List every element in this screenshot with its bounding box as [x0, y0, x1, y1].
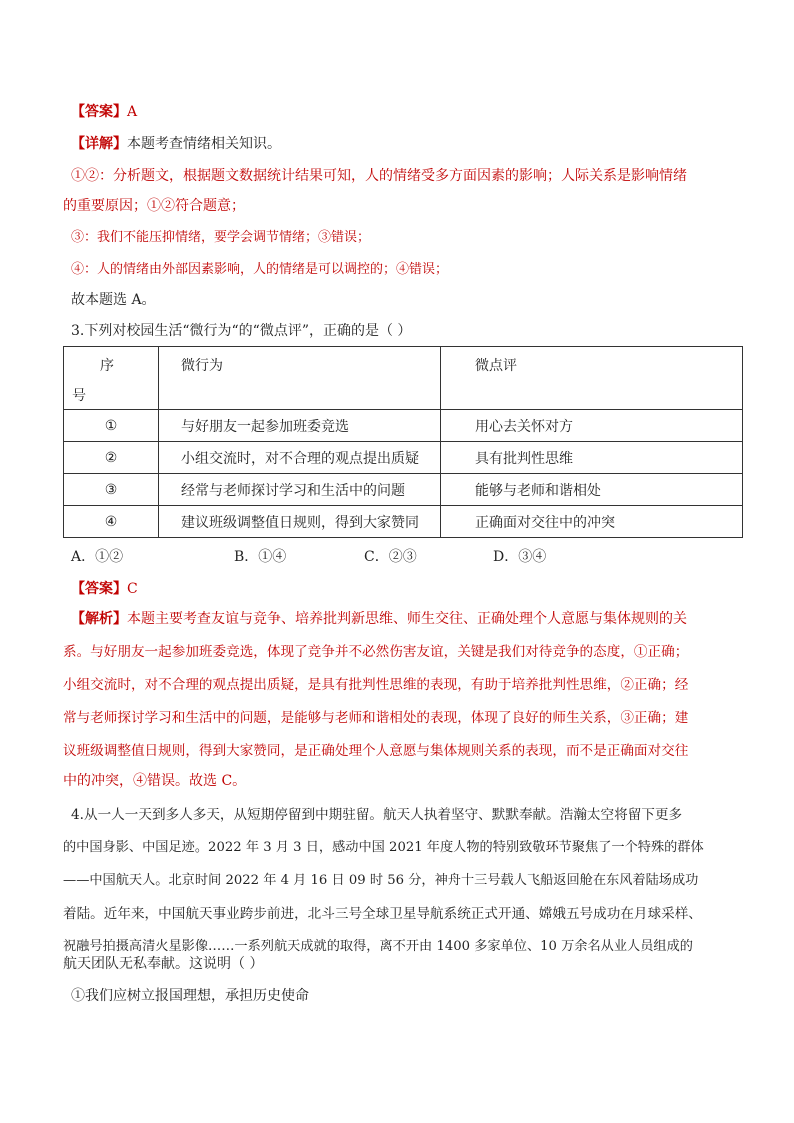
q4-line6: 航天团队无私奉献。这说明（ ） [63, 956, 264, 972]
row-behavior: 经常与老师探讨学习和生活中的问题 [159, 474, 441, 506]
header-num [64, 347, 159, 410]
row-num: ③ [64, 474, 159, 506]
q4-line4: 着陆。近年来，中国航天事业跨步前进，北斗三号全球卫星导航系统正式开通、嫦娥五号成功在月球采样、 [63, 906, 702, 922]
row-num: ④ [64, 506, 159, 538]
detail-intro-text: 本题考查情绪相关知识。 [127, 136, 281, 152]
option-b: B．①④ [234, 549, 287, 565]
row-comment: 用心去关怀对方 [441, 410, 743, 442]
detail-tag: 【详解】 [71, 136, 127, 152]
q2-detail-p1-line2: 的重要原因；①②符合题意； [63, 198, 245, 214]
row-comment: 具有批判性思维 [441, 442, 743, 474]
answer-tag: 【答案】 [71, 581, 127, 597]
table-row [64, 474, 743, 506]
option-a: A．①② [71, 549, 124, 565]
row-behavior: 建议班级调整值日规则，得到大家赞同 [159, 506, 441, 538]
row-num: ① [64, 410, 159, 442]
table-row [64, 506, 743, 538]
q3-stem: 3.下列对校园生活“微行为“的“微点评”，正确的是（ ） [71, 323, 412, 339]
q4-line5: 祝融号拍摄高清火星影像……一系列航天成就的取得，离不开由 1400 多家单位、10 万余名从业人员组成的 [63, 939, 693, 954]
option-c: C．②③ [364, 549, 417, 565]
row-num: ② [64, 442, 159, 474]
q3-analysis-line4: 常与老师探讨学习和生活中的问题，是能够与老师和谐相处的表现，体现了良好的师生关系，③正确；建 [63, 710, 689, 726]
q2-detail-p2: ③：我们不能压抑情绪，要学会调节情绪；③错误； [71, 230, 371, 245]
table-row [64, 442, 743, 474]
row-comment: 能够与老师和谐相处 [441, 474, 743, 506]
option-d: D．③④ [493, 549, 547, 565]
row-comment: 正确面对交往中的冲突 [441, 506, 743, 538]
answer-tag: 【答案】 [71, 104, 127, 120]
q4-line3: ——中国航天人。北京时间 2022 年 4 月 16 日 09 时 56 分，神舟十三号载人飞船返回舱在东风着陆场成功 [63, 873, 699, 888]
table-row [64, 410, 743, 442]
analysis-text: 本题主要考查友谊与竞争、培养批判新思维、师生交往、正确处理个人意愿与集体规则的关 [127, 611, 687, 627]
row-behavior: 与好朋友一起参加班委竞选 [159, 410, 441, 442]
q2-detail-intro [71, 135, 281, 153]
row-behavior: 小组交流时，对不合理的观点提出质疑 [159, 442, 441, 474]
analysis-tag: 【解析】 [71, 611, 127, 627]
q4-option1: ①我们应树立报国理想，承担历史使命 [71, 988, 309, 1004]
q3-table [63, 346, 743, 538]
header-col-b: 微点评 [441, 347, 743, 410]
q3-analysis-line6: 中的冲突，④错误。故选 C。 [63, 773, 247, 789]
table-header-row [64, 347, 743, 410]
q3-analysis-line5: 议班级调整值日规则，得到大家赞同，是正确处理个人意愿与集体规则关系的表现，而不是正确面对交往 [63, 743, 689, 759]
header-col-a: 微行为 [159, 347, 441, 410]
answer-value: A [127, 104, 138, 120]
q2-conclusion: 故本题选 A。 [71, 292, 156, 308]
q4-line1: 4.从一人一天到多人多天，从短期停留到中期驻留。航天人执着坚守、默默奉献。浩瀚太空将留下更多 [71, 807, 683, 823]
q2-detail-p1-line1: ①②：分析题文，根据题文数据统计结果可知，人的情绪受多方面因素的影响；人际关系是影响情绪 [71, 168, 687, 184]
q2-detail-p3: ④：人的情绪由外部因素影响，人的情绪是可以调控的；④错误； [71, 262, 449, 277]
q3-answer [71, 580, 138, 598]
answer-value: C [127, 581, 138, 597]
header-num-b: 号 [72, 388, 86, 404]
q3-analysis-line2: 系。与好朋友一起参加班委竞选，体现了竞争并不必然伤害友谊，关键是我们对待竞争的态度，①正确； [63, 644, 689, 660]
header-num-a: 序 [100, 358, 114, 374]
q4-line2: 的中国身影、中国足迹。2022 年 3 月 3 日，感动中国 2021 年度人物的特别致敬环节聚焦了一个特殊的群体 [63, 840, 704, 855]
q2-answer [71, 103, 137, 121]
q3-analysis-line1 [71, 610, 687, 628]
q3-analysis-line3: 小组交流时，对不合理的观点提出质疑，是具有批判性思维的表现，有助于培养批判性思维，②正确；经 [63, 677, 689, 693]
